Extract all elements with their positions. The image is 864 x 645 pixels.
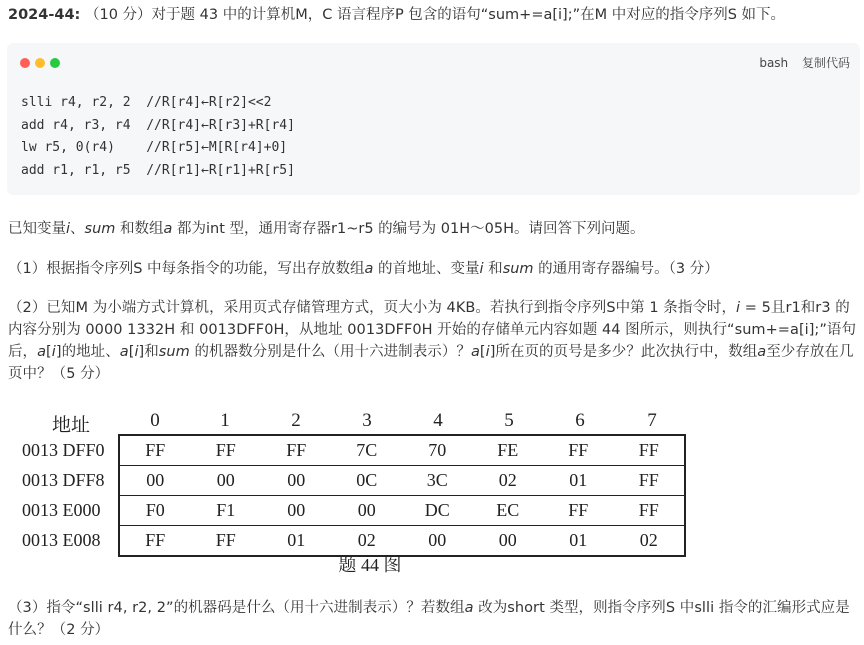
memory-cell: EC	[473, 496, 544, 526]
var: i	[736, 300, 741, 316]
memory-cell: FF	[119, 526, 191, 557]
var: sum	[502, 261, 534, 277]
var: a	[470, 344, 480, 360]
text: （3）指令“slli r4, r2, 2”的机器码是什么（用十六进制表示）？若数组	[8, 600, 465, 616]
var: a	[163, 221, 173, 237]
text: 和	[483, 261, 503, 277]
subquestion-1	[8, 259, 719, 279]
memory-table	[118, 434, 686, 557]
text: 和数组	[115, 221, 164, 237]
column-header: 4	[433, 410, 443, 431]
memory-cell: 02	[473, 466, 544, 496]
question-label: 2024-44:	[8, 7, 81, 23]
text: （2）已知M 为小端方式计算机，采用页式存储管理方式，页大小为 4KB。若执行到指令序列S中第 1 条指令时，	[8, 300, 737, 316]
code-lines	[21, 92, 295, 182]
memory-cell: FF	[261, 435, 332, 466]
memory-cell: 7C	[332, 435, 403, 466]
text: [	[479, 344, 486, 360]
code-toolbar	[749, 54, 850, 71]
question-header	[8, 5, 785, 25]
memory-cell: F1	[191, 496, 262, 526]
memory-cell: 00	[332, 496, 403, 526]
row-address: 0013 DFF0	[22, 440, 105, 460]
address-header: 地址	[51, 415, 90, 436]
code-line: add r1, r1, r5 //R[r1]←R[r1]+R[r5]	[21, 162, 295, 178]
memory-cell: 00	[261, 466, 332, 496]
memory-cell: 3C	[402, 466, 473, 496]
column-header: 6	[575, 410, 585, 431]
code-line: add r4, r3, r4 //R[r4]←R[r3]+R[r4]	[21, 117, 295, 133]
memory-cell: 00	[119, 466, 191, 496]
memory-cell: 00	[191, 466, 262, 496]
var: i	[485, 344, 490, 360]
memory-cell: 00	[261, 496, 332, 526]
memory-cell: FF	[191, 435, 262, 466]
var: a	[119, 344, 129, 360]
var: i	[479, 261, 484, 277]
memory-cell: FE	[473, 435, 544, 466]
memory-cell: 01	[261, 526, 332, 557]
memory-cell: FF	[543, 435, 614, 466]
memory-cell: 00	[402, 526, 473, 557]
column-header: 2	[291, 410, 301, 431]
memory-cell: FF	[614, 466, 686, 496]
subquestion-3	[8, 597, 860, 641]
code-line: lw r5, 0(r4) //R[r5]←M[R[r4]+0]	[21, 140, 288, 155]
text: ]所在页的页号是多少？此次执行中，数组	[489, 344, 758, 360]
memory-cell: 02	[332, 526, 403, 557]
var: a	[364, 261, 374, 277]
row-address: 0013 E008	[22, 530, 101, 550]
column-header: 7	[647, 410, 657, 431]
text: ]的地址、	[55, 344, 120, 360]
text: ]和	[138, 344, 159, 360]
code-block	[7, 43, 860, 195]
row-address: 0013 E000	[22, 500, 101, 520]
memory-cell: FF	[543, 496, 614, 526]
var: i	[66, 221, 71, 237]
memory-cell: 01	[543, 466, 614, 496]
memory-cell: 02	[614, 526, 686, 557]
var: sum	[84, 221, 116, 237]
memory-cell: 01	[543, 526, 614, 557]
memory-cell: FF	[614, 435, 686, 466]
code-language-label: bash	[759, 56, 789, 70]
window-dot-yellow-icon	[35, 58, 45, 68]
text: 的首地址、变量	[373, 261, 480, 277]
subquestion-2	[8, 297, 860, 385]
column-header: 3	[362, 410, 372, 431]
text: = 5且r1和r3 的内容分别为 0000 1332H 和 0013DFF0H，从地址 0013DFF0H 开始的存储单元内容如题 44 图所示，则执行“sum+=a[i];”语句后，	[8, 300, 857, 360]
var: i	[134, 344, 139, 360]
window-dot-red-icon	[20, 58, 30, 68]
question-intro: （10 分）对于题 43 中的计算机M，C 语言程序P 包含的语句“sum+=a[i];”在M 中对应的指令序列S 如下。	[84, 7, 786, 23]
var: a	[757, 344, 767, 360]
memory-cell: FF	[191, 526, 262, 557]
figure-caption: 题 44 图	[338, 555, 402, 575]
memory-cell: FF	[614, 496, 686, 526]
var: sum	[158, 344, 190, 360]
column-header: 5	[504, 410, 514, 431]
memory-cell: 00	[473, 526, 544, 557]
code-line: slli r4, r2, 2 //R[r4]←R[r2]<<2	[21, 95, 272, 110]
text: 至少存放在几页中？（5 分）	[8, 344, 854, 382]
memory-cell: F0	[119, 496, 191, 526]
table-row	[119, 466, 685, 496]
known-paragraph	[8, 219, 644, 239]
table-row	[119, 435, 685, 466]
memory-figure	[0, 408, 864, 578]
var: a	[37, 344, 47, 360]
table-row	[119, 496, 685, 526]
text: 的通用寄存器编号。（3 分）	[533, 261, 719, 277]
column-header: 0	[150, 410, 160, 431]
text: 已知变量	[8, 221, 66, 237]
text: [	[128, 344, 135, 360]
memory-cell: DC	[402, 496, 473, 526]
var: i	[51, 344, 56, 360]
copy-code-button[interactable]: 复制代码	[801, 56, 850, 70]
text: 改为short 类型，则指令序列S 中slli 指令的汇编形式应是什么？（2 分）	[8, 600, 850, 638]
text: 的机器数分别是什么（用十六进制表示）？	[189, 344, 471, 360]
memory-cell: 70	[402, 435, 473, 466]
text: 都为int 型，通用寄存器r1~r5 的编号为 01H～05H。请回答下列问题。	[172, 221, 645, 237]
column-header: 1	[220, 410, 230, 431]
text: （1）根据指令序列S 中每条指令的功能，写出存放数组	[8, 261, 365, 277]
memory-cell: FF	[119, 435, 191, 466]
var: a	[464, 600, 474, 616]
memory-cell: 0C	[332, 466, 403, 496]
window-dot-green-icon	[50, 58, 60, 68]
text: [	[46, 344, 52, 360]
text: 、	[70, 221, 85, 237]
row-address: 0013 DFF8	[22, 470, 105, 490]
